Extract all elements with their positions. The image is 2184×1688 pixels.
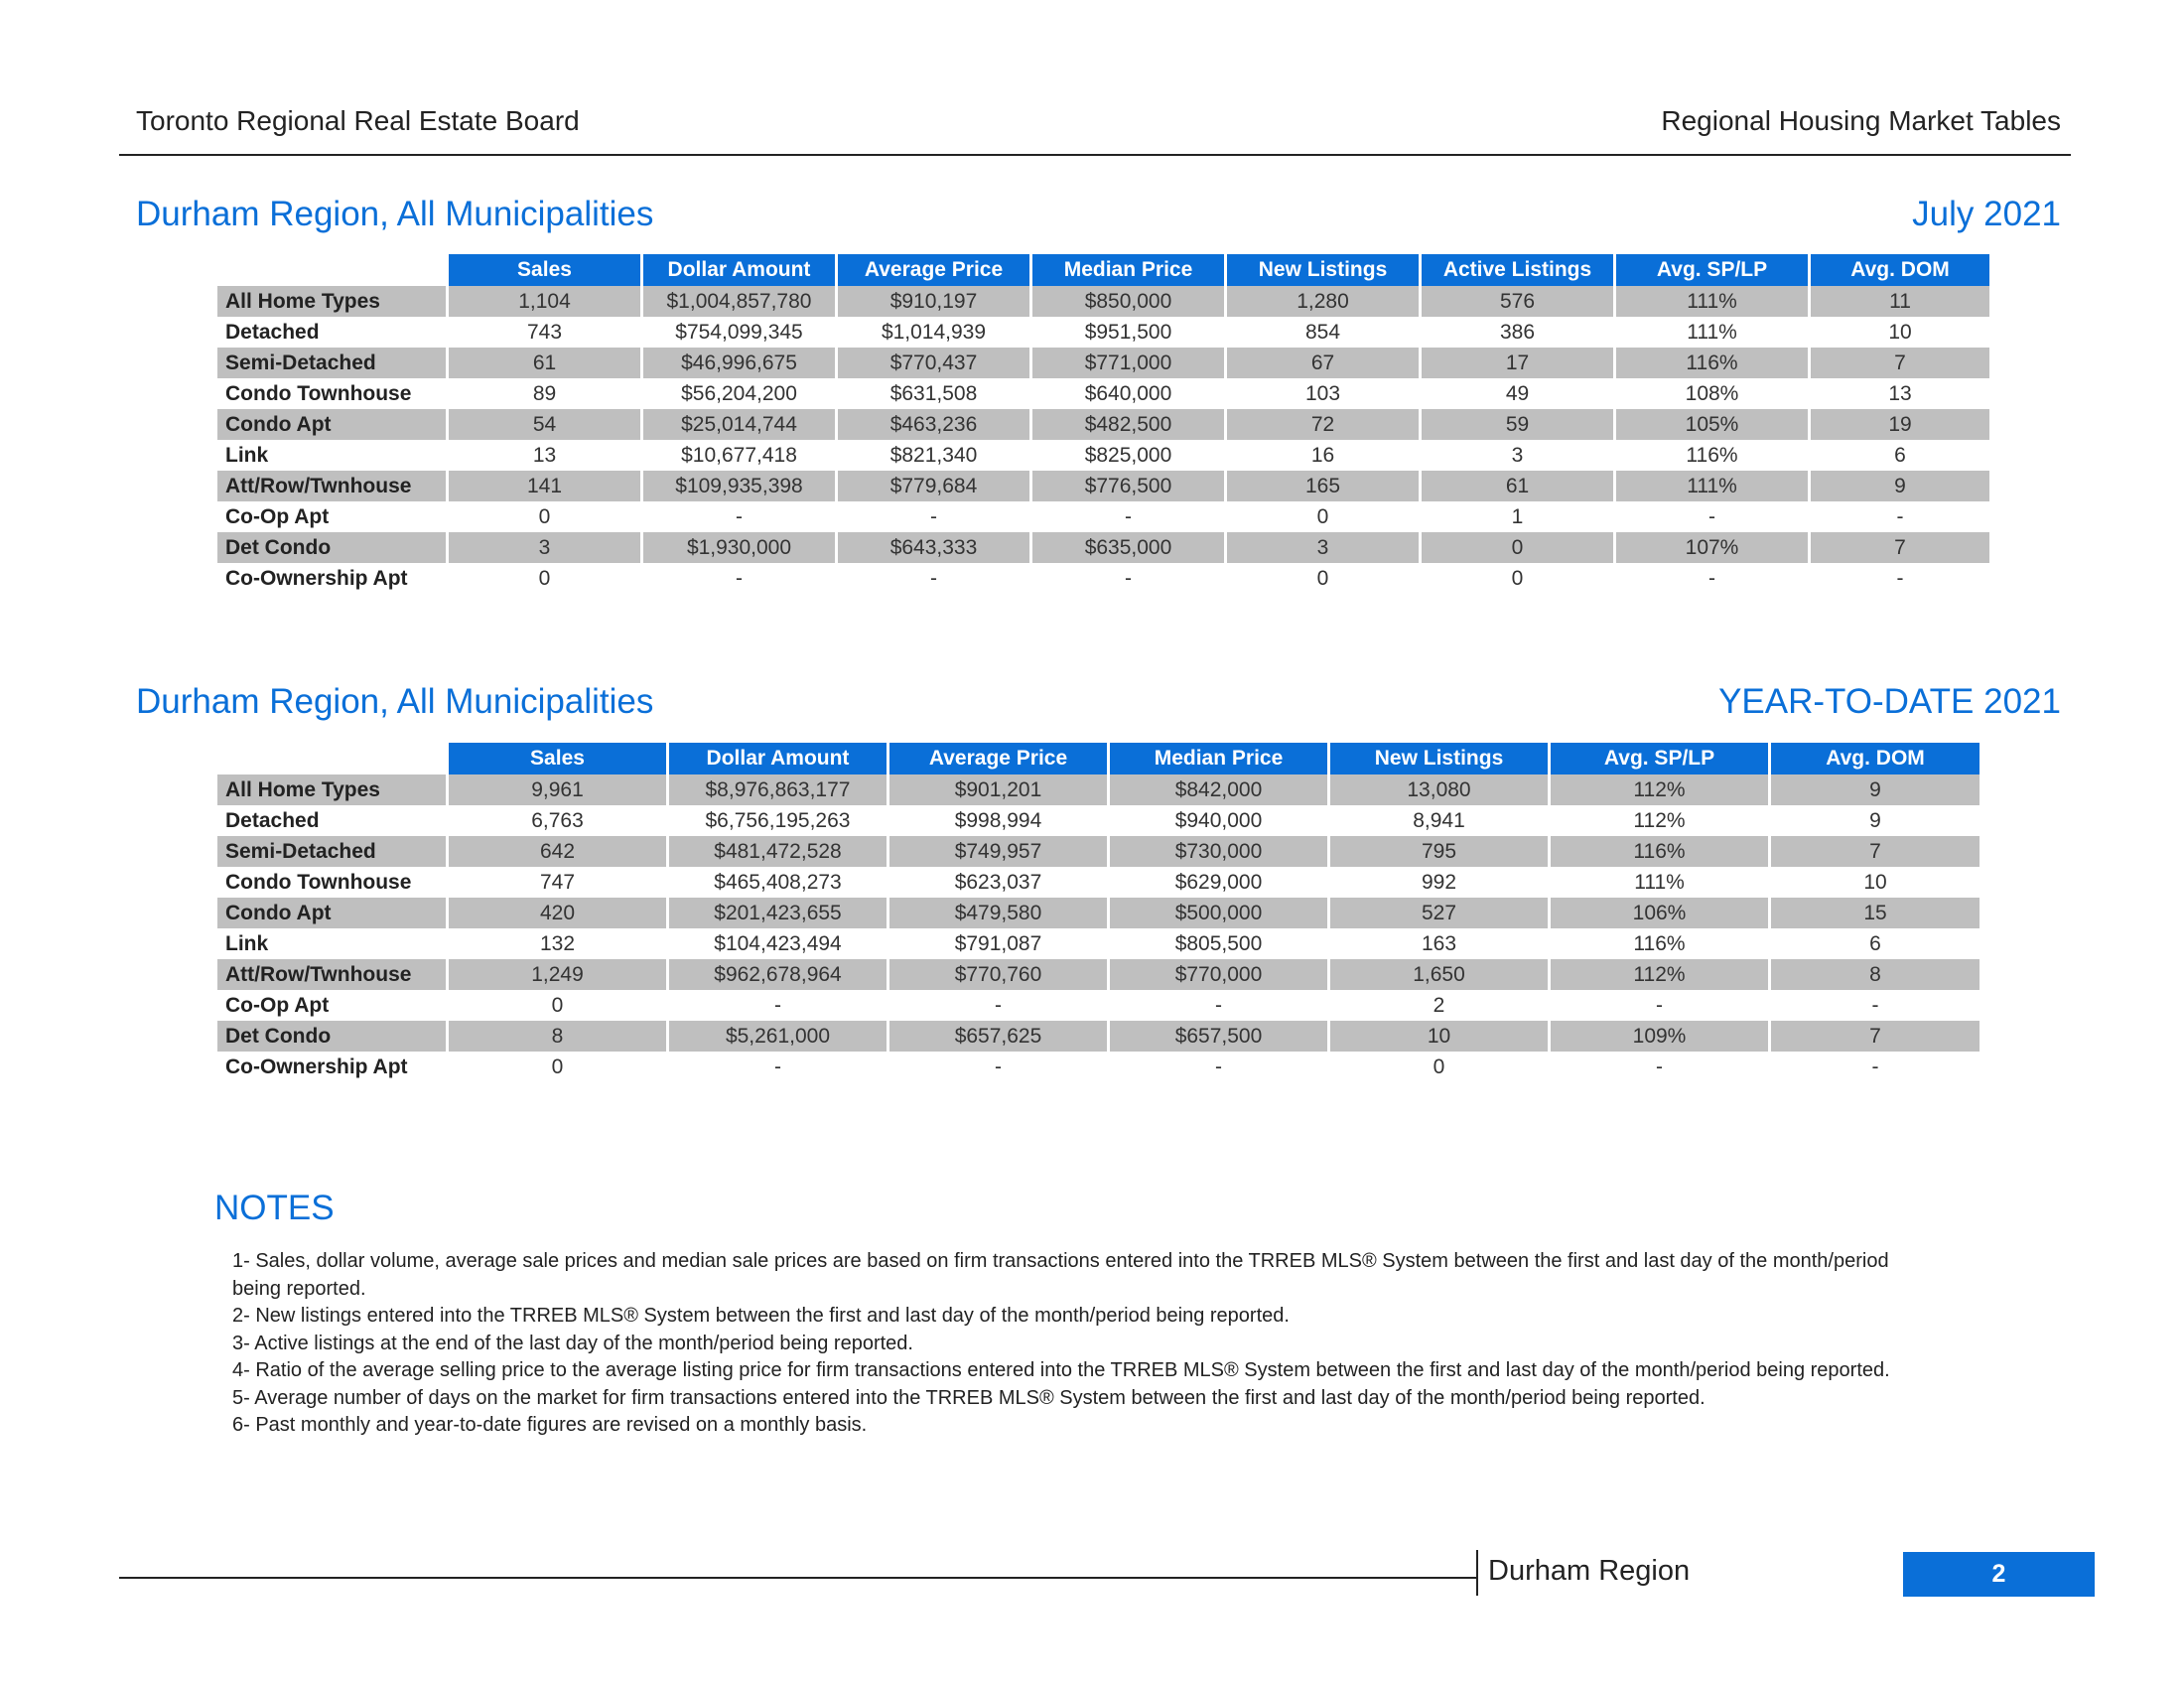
row-label: Co-Op Apt <box>225 504 330 528</box>
table-cell: 111% <box>1616 471 1808 501</box>
table-cell: $825,000 <box>1084 443 1172 467</box>
table-cell: $109,935,398 <box>643 471 835 501</box>
table-cell: 111% <box>1687 320 1737 344</box>
table-row <box>217 867 1979 898</box>
table-cell: $850,000 <box>1032 286 1224 317</box>
table-cell: 49 <box>1505 381 1530 405</box>
table-cell: $657,625 <box>889 1021 1107 1052</box>
table-cell: $754,099,345 <box>675 320 803 344</box>
table-row <box>217 1021 1979 1052</box>
table-cell: 112% <box>1633 808 1686 832</box>
column-header: Average Price <box>838 254 1029 286</box>
table-cell: 0 <box>538 504 551 528</box>
table-cell: 112% <box>1551 959 1768 990</box>
table-row <box>217 501 1989 532</box>
row-label: Semi-Detached <box>217 836 446 867</box>
table-row <box>217 563 1989 594</box>
monthly-market-table <box>214 254 1992 594</box>
table-cell: 10 <box>1888 320 1912 344</box>
table-cell: 116% <box>1551 836 1768 867</box>
table-cell: 19 <box>1811 409 1989 440</box>
table-cell: 61 <box>1422 471 1613 501</box>
page-number: 2 <box>1903 1552 2095 1597</box>
footer-region-label: Durham Region <box>1488 1555 1691 1587</box>
table-cell: $623,037 <box>954 870 1042 894</box>
table-cell: $631,508 <box>889 381 978 405</box>
table-row <box>217 286 1989 317</box>
table-cell: $749,957 <box>889 836 1107 867</box>
table-cell: 420 <box>449 898 666 928</box>
column-header: Avg. SP/LP <box>1551 743 1768 774</box>
table-cell: $46,996,675 <box>643 348 835 378</box>
row-label-header <box>217 254 446 286</box>
table-cell: 0 <box>538 566 551 590</box>
table-cell: $201,423,655 <box>669 898 887 928</box>
note-item: 5- Average number of days on the market for firm transactions entered into the TRREB MLS® System between the first and last day of the month/period being reported. <box>232 1386 1706 1409</box>
column-header: Average Price <box>889 743 1107 774</box>
table-cell: 576 <box>1422 286 1613 317</box>
table-cell: 0 <box>1511 566 1524 590</box>
table-cell: 3 <box>1227 532 1419 563</box>
ytd-section-title: Durham Region, All Municipalities <box>136 682 654 721</box>
note-item: 1- Sales, dollar volume, average sale prices and median sale prices are based on firm transactions entered into the TRREB MLS® System between the first and last day of the month/period being reported. <box>232 1250 1889 1300</box>
table-cell: $910,197 <box>838 286 1029 317</box>
table-cell: 107% <box>1616 532 1808 563</box>
column-header: New Listings <box>1330 743 1548 774</box>
table-cell: 10 <box>1863 870 1887 894</box>
table-row <box>217 774 1979 805</box>
table-cell: $25,014,744 <box>643 409 835 440</box>
table-cell: $1,014,939 <box>881 320 987 344</box>
table-cell: 132 <box>539 931 576 955</box>
column-header: Dollar Amount <box>669 743 887 774</box>
table-row <box>217 471 1989 501</box>
table-cell: $940,000 <box>1174 808 1263 832</box>
table-cell: 1,104 <box>449 286 640 317</box>
table-cell: 116% <box>1686 443 1738 467</box>
table-cell: $8,976,863,177 <box>669 774 887 805</box>
table-cell: 795 <box>1330 836 1548 867</box>
table-row <box>217 836 1979 867</box>
table-cell: 9 <box>1811 471 1989 501</box>
table-cell: 747 <box>539 870 576 894</box>
column-header: Median Price <box>1032 254 1224 286</box>
row-label: Condo Apt <box>217 898 446 928</box>
row-label: Co-Ownership Apt <box>225 566 408 590</box>
table-cell: 116% <box>1616 348 1808 378</box>
ytd-market-table <box>214 743 1982 1082</box>
header-organization: Toronto Regional Real Estate Board <box>136 105 580 136</box>
table-cell: 6,763 <box>531 808 584 832</box>
note-item: 4- Ratio of the average selling price to the average listing price for firm transactions entered into the TRREB MLS® System between the first and last day of the month/period being reported. <box>232 1359 1890 1381</box>
notes-title: NOTES <box>214 1189 335 1227</box>
table-cell: $776,500 <box>1032 471 1224 501</box>
note-item: 3- Active listings at the end of the last day of the month/period being reported. <box>232 1332 913 1354</box>
row-label: Co-Ownership Apt <box>225 1055 408 1078</box>
table-cell: 11 <box>1811 286 1989 317</box>
table-cell: - <box>1871 993 1879 1017</box>
table-cell: 0 <box>1316 504 1329 528</box>
table-cell: 7 <box>1811 348 1989 378</box>
table-row <box>217 348 1989 378</box>
table-cell: 17 <box>1422 348 1613 378</box>
table-cell: $657,500 <box>1110 1021 1327 1052</box>
table-cell: 111% <box>1634 870 1685 894</box>
table-cell: $901,201 <box>889 774 1107 805</box>
table-cell: 141 <box>449 471 640 501</box>
column-header: Sales <box>449 254 640 286</box>
row-label: Att/Row/Twnhouse <box>217 959 446 990</box>
table-cell: $479,580 <box>889 898 1107 928</box>
table-cell: 6 <box>1894 443 1906 467</box>
column-header: Avg. DOM <box>1771 743 1979 774</box>
table-header-row <box>217 743 1979 774</box>
table-cell: $730,000 <box>1110 836 1327 867</box>
table-cell: $805,500 <box>1174 931 1263 955</box>
table-cell: $821,340 <box>889 443 978 467</box>
table-cell: 854 <box>1304 320 1341 344</box>
row-label-header <box>217 743 446 774</box>
row-label: Detached <box>225 808 320 832</box>
table-cell: - <box>1125 504 1132 528</box>
ytd-section-period: YEAR-TO-DATE 2021 <box>1718 682 2061 721</box>
table-cell: 106% <box>1551 898 1768 928</box>
table-cell: 54 <box>449 409 640 440</box>
table-cell: $6,756,195,263 <box>705 808 851 832</box>
table-cell: 642 <box>449 836 666 867</box>
header-document-title: Regional Housing Market Tables <box>1661 105 2061 136</box>
table-cell: 386 <box>1499 320 1536 344</box>
table-cell: 0 <box>1433 1055 1445 1078</box>
table-cell: 7 <box>1771 836 1979 867</box>
table-cell: - <box>774 1055 781 1078</box>
row-label: All Home Types <box>217 774 446 805</box>
table-row <box>217 440 1989 471</box>
table-cell: 8,941 <box>1413 808 1465 832</box>
table-cell: 13 <box>532 443 557 467</box>
table-cell: 111% <box>1616 286 1808 317</box>
table-cell: 9 <box>1771 774 1979 805</box>
row-label: Semi-Detached <box>217 348 446 378</box>
table-cell: 8 <box>1771 959 1979 990</box>
table-cell: 0 <box>551 1055 564 1078</box>
table-cell: $463,236 <box>838 409 1029 440</box>
notes-list <box>232 1248 1940 1440</box>
table-cell: $500,000 <box>1110 898 1327 928</box>
table-cell: 67 <box>1227 348 1419 378</box>
table-cell: 7 <box>1771 1021 1979 1052</box>
table-cell: $771,000 <box>1032 348 1224 378</box>
column-header: Avg. DOM <box>1811 254 1989 286</box>
table-cell: $635,000 <box>1032 532 1224 563</box>
monthly-section-period: July 2021 <box>1912 195 2061 233</box>
table-cell: 109% <box>1551 1021 1768 1052</box>
table-cell: - <box>736 504 743 528</box>
table-cell: 8 <box>449 1021 666 1052</box>
row-label: Link <box>225 931 269 955</box>
table-cell: 9 <box>1869 808 1881 832</box>
table-cell: $842,000 <box>1110 774 1327 805</box>
row-label: Det Condo <box>217 532 446 563</box>
table-cell: 1,249 <box>449 959 666 990</box>
monthly-section-title: Durham Region, All Municipalities <box>136 195 654 233</box>
table-cell: $56,204,200 <box>681 381 797 405</box>
table-cell: $962,678,964 <box>669 959 887 990</box>
table-row <box>217 959 1979 990</box>
table-cell: $791,087 <box>954 931 1042 955</box>
table-cell: 112% <box>1551 774 1768 805</box>
table-cell: 527 <box>1330 898 1548 928</box>
table-cell: 0 <box>551 993 564 1017</box>
table-row <box>217 928 1979 959</box>
column-header: Active Listings <box>1422 254 1613 286</box>
column-header: Dollar Amount <box>643 254 835 286</box>
column-header: Sales <box>449 743 666 774</box>
table-cell: $770,000 <box>1110 959 1327 990</box>
row-label: Det Condo <box>217 1021 446 1052</box>
table-cell: - <box>1215 1055 1222 1078</box>
row-label: All Home Types <box>217 286 446 317</box>
column-header: Median Price <box>1110 743 1327 774</box>
table-cell: 0 <box>1422 532 1613 563</box>
table-cell: $951,500 <box>1084 320 1172 344</box>
table-cell: 72 <box>1227 409 1419 440</box>
table-cell: - <box>1215 993 1222 1017</box>
table-row <box>217 1052 1979 1082</box>
table-cell: $481,472,528 <box>669 836 887 867</box>
row-label: Detached <box>225 320 320 344</box>
table-cell: - <box>1656 1055 1663 1078</box>
table-cell: 1,280 <box>1227 286 1419 317</box>
table-cell: $10,677,418 <box>681 443 797 467</box>
table-cell: $1,930,000 <box>643 532 835 563</box>
table-cell: $640,000 <box>1084 381 1172 405</box>
table-cell: 13 <box>1888 381 1912 405</box>
table-cell: - <box>1125 566 1132 590</box>
table-cell: 3 <box>449 532 640 563</box>
row-label: Condo Apt <box>217 409 446 440</box>
table-header-row <box>217 254 1989 286</box>
table-row <box>217 898 1979 928</box>
table-row <box>217 317 1989 348</box>
table-cell: 7 <box>1811 532 1989 563</box>
table-row <box>217 990 1979 1021</box>
table-cell: - <box>995 1055 1002 1078</box>
table-cell: $998,994 <box>954 808 1042 832</box>
table-cell: $465,408,273 <box>714 870 842 894</box>
table-cell: - <box>1708 566 1715 590</box>
note-item: 6- Past monthly and year-to-date figures are revised on a monthly basis. <box>232 1414 868 1436</box>
table-cell: 61 <box>449 348 640 378</box>
table-cell: 1,650 <box>1330 959 1548 990</box>
row-label: Att/Row/Twnhouse <box>217 471 446 501</box>
table-cell: 59 <box>1422 409 1613 440</box>
table-cell: 108% <box>1685 381 1739 405</box>
table-cell: 16 <box>1310 443 1335 467</box>
footer-divider <box>119 1577 1477 1579</box>
table-row <box>217 409 1989 440</box>
table-row <box>217 805 1979 836</box>
table-cell: $779,684 <box>838 471 1029 501</box>
table-cell: 743 <box>526 320 563 344</box>
table-cell: 2 <box>1433 993 1445 1017</box>
table-cell: - <box>1896 504 1904 528</box>
header-divider <box>119 154 2071 156</box>
table-cell: $482,500 <box>1032 409 1224 440</box>
table-cell: 992 <box>1421 870 1457 894</box>
table-cell: 0 <box>1316 566 1329 590</box>
table-cell: 103 <box>1304 381 1341 405</box>
table-cell: 10 <box>1330 1021 1548 1052</box>
table-cell: $1,004,857,780 <box>643 286 835 317</box>
table-cell: - <box>930 566 937 590</box>
row-label: Co-Op Apt <box>225 993 330 1017</box>
table-cell: 105% <box>1616 409 1808 440</box>
table-cell: - <box>1708 504 1715 528</box>
table-cell: 163 <box>1421 931 1457 955</box>
column-header: Avg. SP/LP <box>1616 254 1808 286</box>
table-row <box>217 532 1989 563</box>
table-cell: 165 <box>1227 471 1419 501</box>
table-cell: $104,423,494 <box>714 931 842 955</box>
table-cell: - <box>774 993 781 1017</box>
table-cell: - <box>930 504 937 528</box>
footer-divider-tick <box>1476 1550 1478 1596</box>
table-cell: $770,437 <box>838 348 1029 378</box>
row-label: Condo Townhouse <box>225 381 412 405</box>
table-cell: - <box>1656 993 1663 1017</box>
table-cell: - <box>995 993 1002 1017</box>
table-cell: 1 <box>1511 504 1524 528</box>
table-cell: $629,000 <box>1174 870 1263 894</box>
table-cell: - <box>1896 566 1904 590</box>
note-item: 2- New listings entered into the TRREB MLS® System between the first and last day of the month/period being reported. <box>232 1305 1290 1327</box>
row-label: Link <box>225 443 269 467</box>
table-cell: 3 <box>1511 443 1524 467</box>
table-row <box>217 378 1989 409</box>
table-cell: 89 <box>532 381 557 405</box>
row-label: Condo Townhouse <box>225 870 412 894</box>
table-cell: 15 <box>1771 898 1979 928</box>
table-cell: $643,333 <box>838 532 1029 563</box>
table-cell: $5,261,000 <box>669 1021 887 1052</box>
table-cell: 9,961 <box>449 774 666 805</box>
table-cell: 13,080 <box>1330 774 1548 805</box>
table-cell: 116% <box>1633 931 1686 955</box>
table-cell: - <box>1871 1055 1879 1078</box>
table-cell: - <box>736 566 743 590</box>
column-header: New Listings <box>1227 254 1419 286</box>
table-cell: $770,760 <box>889 959 1107 990</box>
table-cell: 6 <box>1869 931 1881 955</box>
